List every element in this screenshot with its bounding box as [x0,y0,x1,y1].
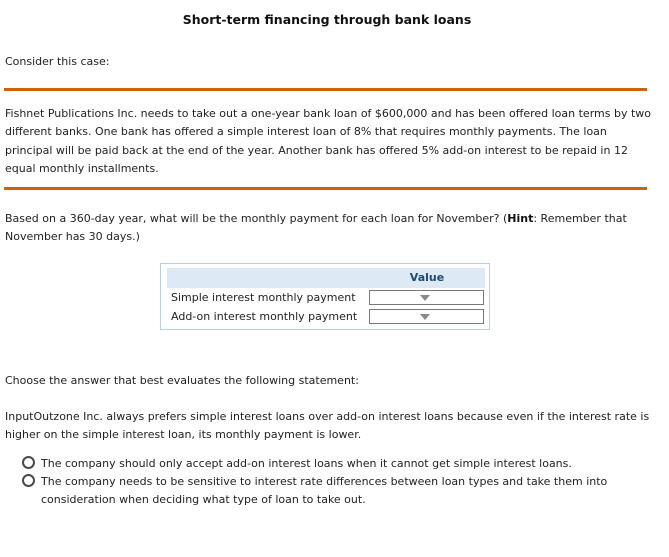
radio-button[interactable] [22,474,35,487]
simple-interest-label: Simple interest monthly payment [171,291,356,304]
add-on-interest-dropdown[interactable] [369,309,484,324]
dropdown-arrow-icon [420,314,430,320]
add-on-interest-label: Add-on interest monthly payment [171,310,358,323]
case-text: Fishnet Publications Inc. needs to take out a one-year bank loan of $600,000 and has been offered loan terms by two different banks. One bank has offered a simple interest loan of 8% that requires monthly payments. The loan principal will be paid back at the end of the year. Another bank has offered 5% add-on interest to be repaid in 12 equal monthly installments. [5,107,652,175]
choose-instruction: Choose the answer that best evaluates the following statement: [5,374,359,387]
question-text [5,210,655,247]
radio-button[interactable] [22,456,35,469]
statement-text: InputOutzone Inc. always prefers simple interest loans over add-on interest loans because even if the interest rate is higher on the simple interest loan, its monthly payment is lower. [5,410,650,442]
intro-text: Consider this case: [5,55,110,68]
payment-table [160,263,490,330]
value-column-header: Value [409,271,445,284]
dropdown-arrow-icon [420,295,430,301]
page-title: Short-term financing through bank loans [182,12,472,27]
table-header [167,268,485,288]
hint-label: Hint [507,212,534,225]
question-after: : Remember that November has 30 days.) [5,212,627,244]
divider-top [4,88,647,91]
answer-option-label: The company should only accept add-on interest loans when it cannot get simple interest loans. [41,457,572,470]
answer-option-label: The company needs to be sensitive to interest rate differences between loan types and take them into consideration when deciding what type of loan to take out. [41,475,608,507]
question-before: Based on a 360-day year, what will be the monthly payment for each loan for November? ( [5,212,508,225]
divider-bottom [4,187,647,190]
simple-interest-dropdown[interactable] [369,290,484,305]
